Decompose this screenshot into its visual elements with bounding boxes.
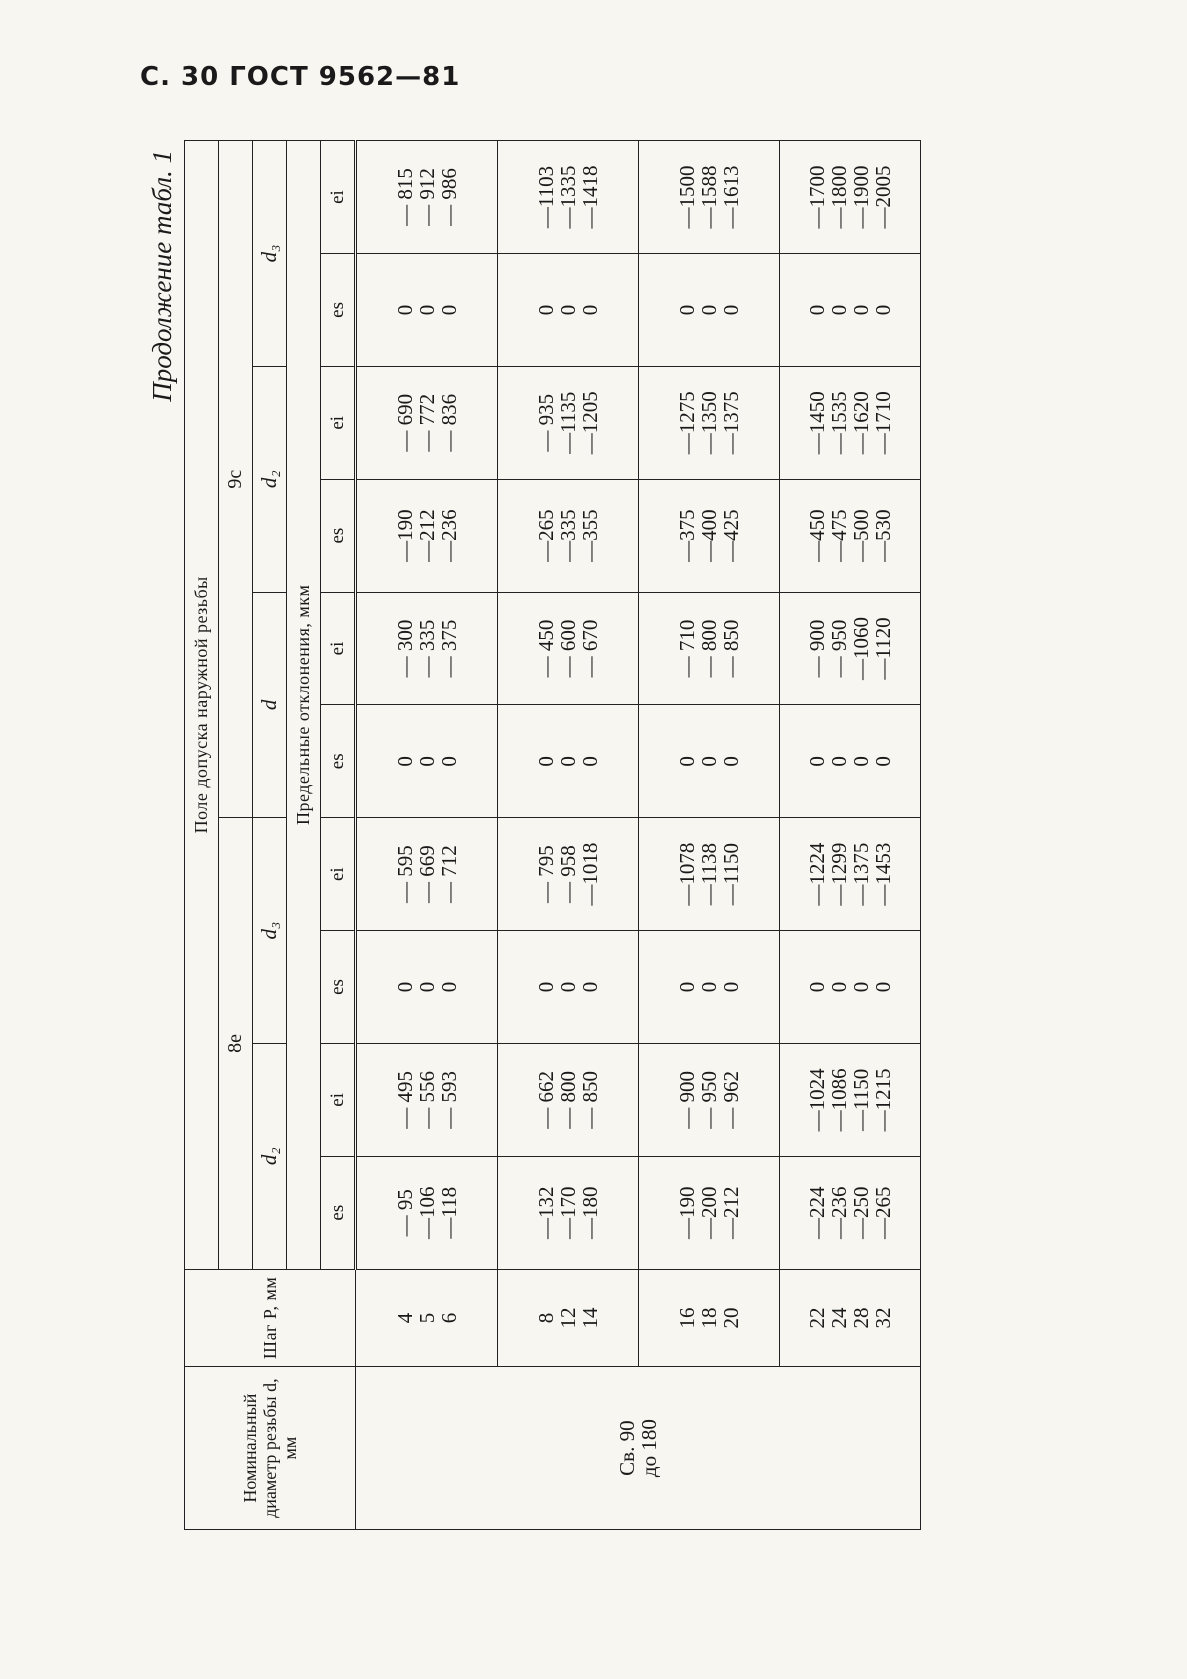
cell-value: 0 <box>805 981 829 993</box>
cell-value: —1613 <box>719 165 743 229</box>
cell-value: — 556 <box>415 1070 439 1129</box>
ei-header: ei <box>321 366 356 479</box>
cell-value: — 795 <box>534 845 558 904</box>
cell-c9-d2-es <box>498 479 639 592</box>
cell-value: 5 <box>414 1312 439 1324</box>
cell-value: 0 <box>415 981 439 993</box>
cell-value: 0 <box>805 756 829 767</box>
cell-value: 0 <box>697 981 721 993</box>
cell-e8-d3-ei <box>639 818 780 931</box>
cell-value: 0 <box>719 756 743 767</box>
cell-value: —1375 <box>849 842 873 906</box>
cell-c9-d2-ei <box>356 366 498 479</box>
cell-value: —1450 <box>805 391 829 455</box>
cell-value: —236 <box>827 1186 851 1239</box>
cell-value: 14 <box>578 1307 602 1329</box>
cell-value: 0 <box>719 981 743 993</box>
cell-value: — 495 <box>393 1070 417 1129</box>
cell-value: — 95 <box>393 1189 417 1237</box>
cell-value: —1120 <box>871 617 895 680</box>
cell-value: 12 <box>556 1307 580 1329</box>
cell-value: —1335 <box>556 165 580 229</box>
cell-value: —1800 <box>827 165 851 229</box>
cell-value: 0 <box>805 304 829 316</box>
table-body <box>356 141 921 1530</box>
cell-value: —355 <box>578 509 602 562</box>
cell-e8-d3-es <box>780 931 921 1044</box>
cell-value: — 300 <box>393 619 417 678</box>
rotated-table-block <box>140 140 1040 1530</box>
cell-value: —500 <box>849 509 873 562</box>
cell-value: — 900 <box>805 619 829 678</box>
cell-e8-d3-es <box>356 931 498 1044</box>
cell-value: 0 <box>849 756 873 767</box>
es-header: es <box>321 931 356 1044</box>
cell-value: —1588 <box>697 165 721 229</box>
cell-value: — 850 <box>578 1070 602 1129</box>
ei-header: ei <box>321 818 356 931</box>
cell-value: 16 <box>675 1307 699 1329</box>
cell-value: —375 <box>675 509 699 562</box>
cell-c9-d3-ei <box>498 141 639 254</box>
cell-pitch <box>780 1269 921 1367</box>
cell-c9-d3-es <box>356 254 498 367</box>
pitch-header: Шаг P, мм <box>185 1269 356 1367</box>
cell-c9-d3-es <box>639 254 780 367</box>
cell-value: 0 <box>556 756 580 767</box>
cell-value: 24 <box>827 1307 851 1329</box>
cell-value: — 710 <box>675 619 699 678</box>
cell-value: — 670 <box>578 619 602 678</box>
cell-value: — 662 <box>534 1070 558 1129</box>
cell-value: — 986 <box>437 168 461 226</box>
cell-e8-d2-ei <box>498 1043 639 1156</box>
cell-value: 0 <box>827 981 851 993</box>
cell-value: 22 <box>805 1307 829 1329</box>
cell-value: —1018 <box>578 842 602 906</box>
cell-value: —1078 <box>675 842 699 906</box>
cell-value: —1224 <box>805 842 829 906</box>
class-9c-header: 9c <box>219 141 253 818</box>
cell-value: 0 <box>393 304 417 316</box>
cell-pitch <box>639 1269 780 1367</box>
cell-c9-d3-es <box>498 254 639 367</box>
cell-value: — 335 <box>415 619 439 678</box>
cell-e8-d3-ei <box>356 818 498 931</box>
cell-value: 0 <box>871 981 895 993</box>
cell-value: 4 <box>392 1312 417 1324</box>
table-row <box>498 141 639 1530</box>
cell-value: —1205 <box>578 391 602 455</box>
cell-value: —212 <box>719 1186 743 1239</box>
diameter-range-text: Св. 90 <box>615 1420 639 1476</box>
diameter-range-cell <box>356 1367 921 1530</box>
cell-value: 0 <box>578 304 602 316</box>
cell-value: — 850 <box>719 619 743 678</box>
cell-c9-d3-ei <box>356 141 498 254</box>
nominal-diameter-header: Номинальный диаметр резьбы d, мм <box>185 1367 356 1530</box>
cell-c9-d2-ei <box>780 366 921 479</box>
cell-value: — 450 <box>534 619 558 678</box>
c9-d3-header: d₃ <box>253 141 287 367</box>
cell-c9-d2-ei <box>498 366 639 479</box>
cell-value: —1620 <box>849 391 873 455</box>
cell-c9-d-es <box>780 705 921 818</box>
cell-value: —2005 <box>871 165 895 229</box>
es-header: es <box>321 254 356 367</box>
cell-value: —224 <box>805 1186 829 1239</box>
cell-value: — 690 <box>393 393 417 452</box>
cell-e8-d2-es <box>356 1156 498 1269</box>
cell-value: — 800 <box>556 1070 580 1129</box>
cell-value: —200 <box>697 1186 721 1239</box>
c9-d-header: d <box>253 592 287 818</box>
cell-value: 0 <box>534 981 558 993</box>
cell-c9-d-es <box>356 705 498 818</box>
cell-value: —170 <box>556 1186 580 1239</box>
tolerance-field-header: Поле допуска наружной резьбы <box>185 141 219 1270</box>
cell-value: —1275 <box>675 391 699 455</box>
page-header: С. 30 ГОСТ 9562—81 <box>140 62 461 92</box>
cell-value: —1150 <box>719 843 743 906</box>
cell-value: —250 <box>849 1186 873 1239</box>
cell-value: 0 <box>827 304 851 316</box>
cell-value: 0 <box>393 756 417 767</box>
cell-pitch <box>498 1269 639 1367</box>
cell-value: 0 <box>849 304 873 316</box>
class-8e-header: 8e <box>219 818 253 1269</box>
table-row <box>356 141 498 1530</box>
cell-value: — 958 <box>556 845 580 904</box>
e8-d2-header: d₂ <box>253 1043 287 1269</box>
cell-value: —1138 <box>697 843 721 906</box>
cell-value: —1024 <box>805 1068 829 1132</box>
cell-value: — 772 <box>415 393 439 452</box>
cell-value: —450 <box>805 509 829 562</box>
cell-value: 0 <box>827 756 851 767</box>
cell-value: —1060 <box>849 616 873 680</box>
cell-value: 0 <box>437 304 461 316</box>
cell-e8-d3-es <box>639 931 780 1044</box>
cell-value: 0 <box>871 304 895 316</box>
cell-value: — 815 <box>393 168 417 226</box>
ei-header: ei <box>321 141 356 254</box>
cell-c9-d2-es <box>356 479 498 592</box>
cell-c9-d-ei <box>356 592 498 705</box>
cell-e8-d2-ei <box>639 1043 780 1156</box>
cell-c9-d-ei <box>639 592 780 705</box>
cell-pitch <box>356 1269 498 1367</box>
cell-value: 0 <box>697 304 721 316</box>
cell-value: 0 <box>675 981 699 993</box>
cell-value: —180 <box>578 1186 602 1239</box>
cell-c9-d2-es <box>639 479 780 592</box>
continuation-caption: Продолжение табл. 1 <box>147 150 177 402</box>
tolerance-table <box>184 140 921 1530</box>
cell-c9-d-ei <box>498 592 639 705</box>
cell-value: —118 <box>437 1186 461 1239</box>
ei-header: ei <box>321 1043 356 1156</box>
cell-value: — 935 <box>534 393 558 452</box>
cell-value: 0 <box>578 981 602 993</box>
cell-value: —236 <box>437 509 461 562</box>
cell-e8-d3-es <box>498 931 639 1044</box>
table-row <box>780 141 921 1530</box>
es-header: es <box>321 479 356 592</box>
cell-value: —265 <box>871 1186 895 1239</box>
cell-value: — 593 <box>437 1070 461 1129</box>
cell-value: —1500 <box>675 165 699 229</box>
cell-value: —190 <box>393 509 417 562</box>
c9-d2-header: d₂ <box>253 366 287 592</box>
cell-value: 0 <box>675 304 699 316</box>
cell-value: — 800 <box>697 619 721 678</box>
cell-value: 0 <box>871 756 895 767</box>
cell-value: —1150 <box>849 1068 873 1131</box>
cell-value: —1103 <box>534 165 558 229</box>
cell-value: 0 <box>534 304 558 316</box>
ei-header: ei <box>321 592 356 705</box>
cell-value: — 712 <box>437 845 461 904</box>
e8-d3-header: d₃ <box>253 818 287 1044</box>
cell-value: —1135 <box>556 391 580 454</box>
limit-deviations-header: Предельные отклонения, мкм <box>287 141 321 1270</box>
cell-value: —475 <box>827 509 851 562</box>
cell-c9-d-es <box>639 705 780 818</box>
cell-c9-d2-ei <box>639 366 780 479</box>
cell-value: — 600 <box>556 619 580 678</box>
cell-e8-d3-ei <box>780 818 921 931</box>
cell-value: —1086 <box>827 1068 851 1132</box>
cell-value: 0 <box>849 981 873 993</box>
cell-value: —425 <box>719 509 743 562</box>
cell-value: — 912 <box>415 168 439 226</box>
cell-value: — 669 <box>415 845 439 904</box>
cell-value: —1453 <box>871 842 895 906</box>
cell-value: —1900 <box>849 165 873 229</box>
cell-value: 0 <box>415 304 439 316</box>
cell-value: 0 <box>437 756 461 767</box>
cell-value: 0 <box>437 981 461 993</box>
cell-c9-d2-es <box>780 479 921 592</box>
cell-value: —212 <box>415 509 439 562</box>
cell-value: —1215 <box>871 1068 895 1132</box>
cell-c9-d3-ei <box>639 141 780 254</box>
cell-value: 0 <box>393 981 417 993</box>
cell-value: 32 <box>871 1307 895 1329</box>
cell-value: —1350 <box>697 391 721 455</box>
es-header: es <box>321 1156 356 1269</box>
cell-value: —265 <box>534 509 558 562</box>
cell-value: 0 <box>675 756 699 767</box>
cell-e8-d2-ei <box>356 1043 498 1156</box>
cell-c9-d3-ei <box>780 141 921 254</box>
cell-value: — 836 <box>437 393 461 452</box>
cell-value: —1700 <box>805 165 829 229</box>
cell-value: 0 <box>578 756 602 767</box>
cell-value: 18 <box>697 1307 721 1329</box>
cell-value: — 900 <box>675 1070 699 1129</box>
cell-value: 20 <box>719 1307 743 1329</box>
cell-value: — 962 <box>719 1070 743 1129</box>
cell-value: 8 <box>534 1312 558 1324</box>
cell-value: — 950 <box>827 619 851 678</box>
diameter-range-text: до 180 <box>637 1419 661 1478</box>
cell-c9-d3-es <box>780 254 921 367</box>
cell-value: —132 <box>534 1186 558 1239</box>
cell-e8-d3-ei <box>498 818 639 931</box>
cell-value: — 950 <box>697 1070 721 1129</box>
cell-value: 28 <box>849 1307 873 1329</box>
cell-value: 0 <box>556 981 580 993</box>
cell-value: 6 <box>436 1312 461 1324</box>
cell-value: —1375 <box>719 391 743 455</box>
cell-value: 0 <box>719 304 743 316</box>
cell-c9-d-ei <box>780 592 921 705</box>
cell-value: —1418 <box>578 165 602 229</box>
cell-value: —1299 <box>827 842 851 906</box>
cell-value: 0 <box>556 304 580 316</box>
cell-value: —530 <box>871 509 895 562</box>
cell-value: —1535 <box>827 391 851 455</box>
cell-e8-d2-es <box>780 1156 921 1269</box>
cell-c9-d-es <box>498 705 639 818</box>
cell-value: —400 <box>697 509 721 562</box>
cell-value: —106 <box>415 1186 439 1239</box>
table-row <box>639 141 780 1530</box>
cell-e8-d2-ei <box>780 1043 921 1156</box>
cell-value: 0 <box>415 756 439 767</box>
cell-value: 0 <box>697 756 721 767</box>
cell-value: — 375 <box>437 619 461 678</box>
es-header: es <box>321 705 356 818</box>
cell-value: 0 <box>534 756 558 767</box>
cell-value: —190 <box>675 1186 699 1239</box>
cell-e8-d2-es <box>498 1156 639 1269</box>
cell-value: —1710 <box>871 391 895 455</box>
cell-value: — 595 <box>393 845 417 904</box>
cell-e8-d2-es <box>639 1156 780 1269</box>
cell-value: —335 <box>556 509 580 562</box>
